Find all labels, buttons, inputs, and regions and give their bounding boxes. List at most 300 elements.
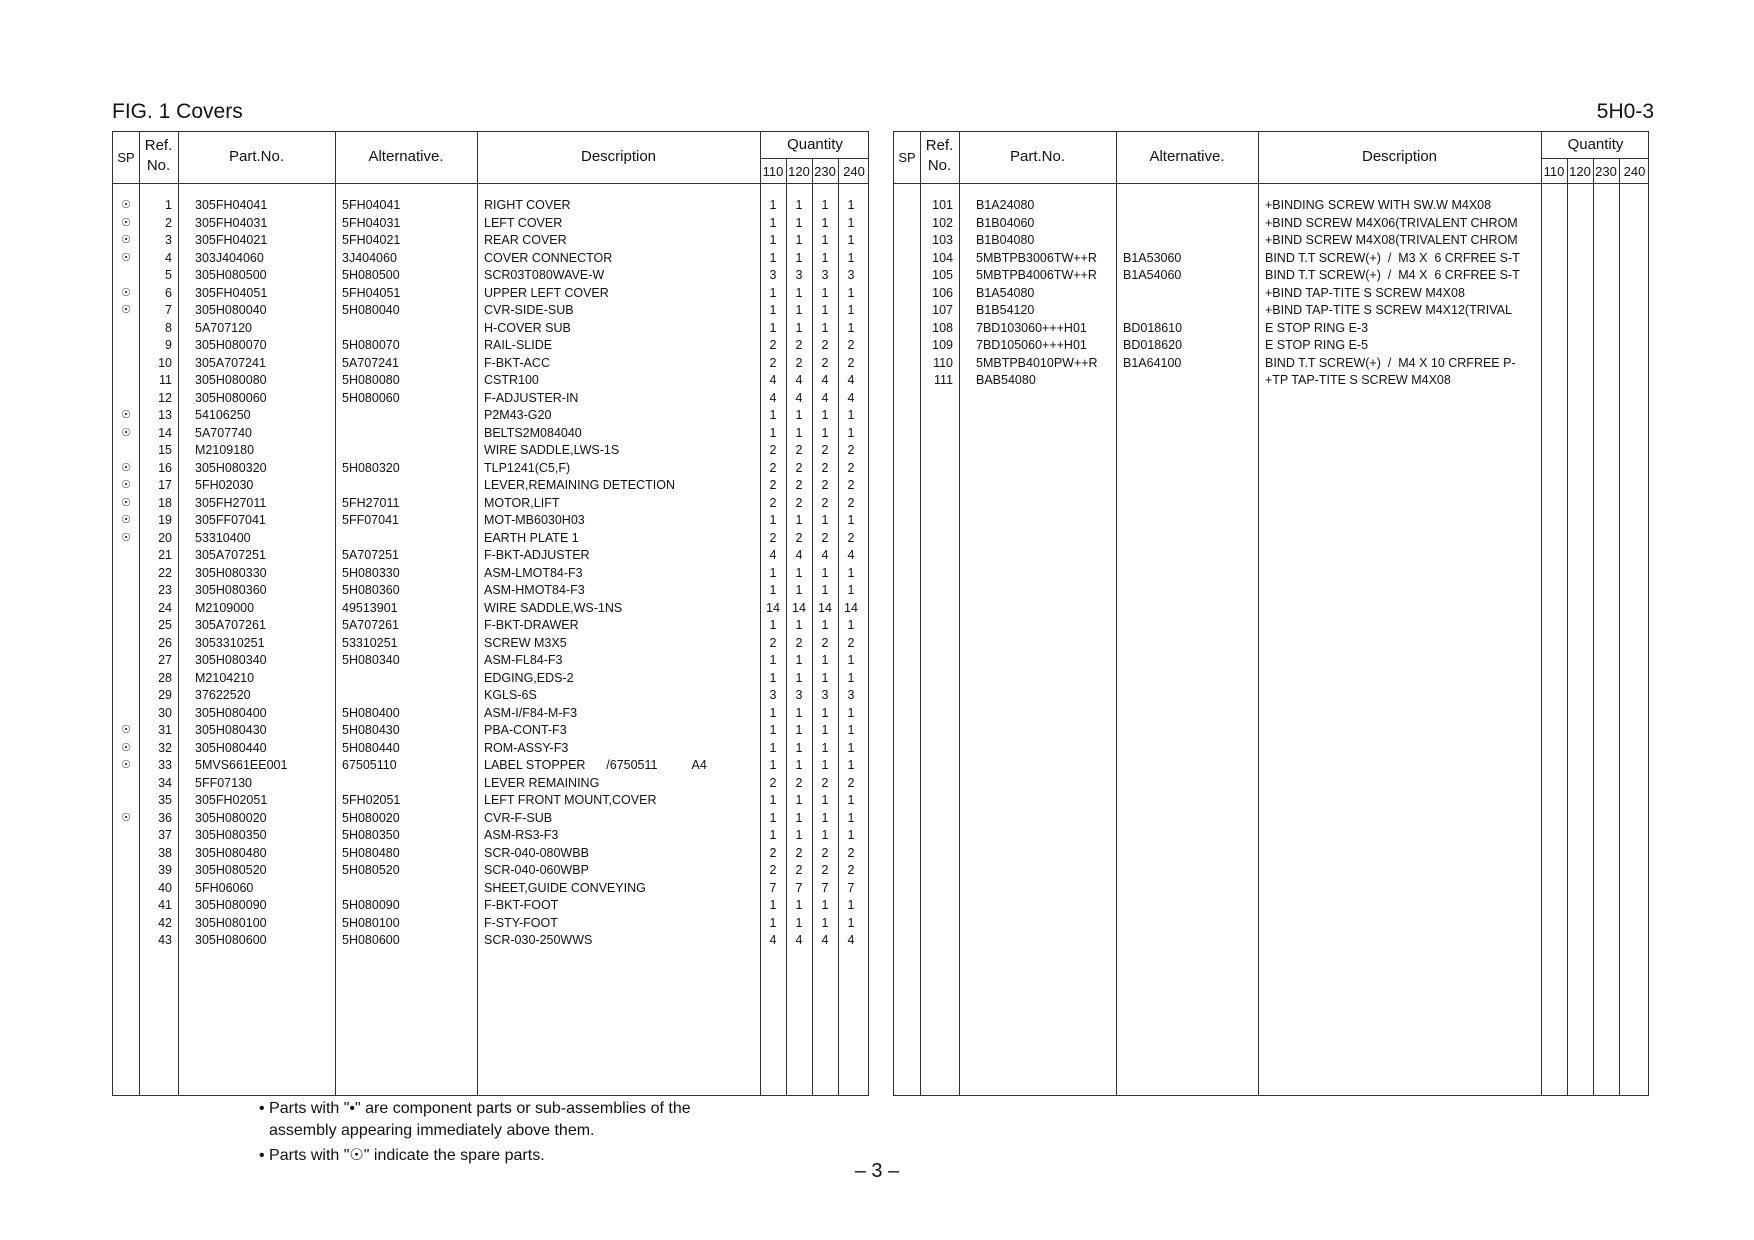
part-number: 37622520 — [195, 688, 251, 702]
description: CSTR100 — [484, 373, 539, 387]
table-row — [113, 267, 868, 285]
quantity-240: 1 — [847, 320, 855, 335]
spare-part-icon: ☉ — [121, 759, 131, 771]
alternative-number: 5H080440 — [342, 740, 400, 755]
quantity-110: 1 — [769, 513, 777, 527]
table-row — [894, 337, 1648, 355]
description: PBA-CONT-F3 — [484, 723, 567, 737]
part-number: 7BD103060+++H01 — [976, 320, 1087, 335]
quantity-120: 2 — [795, 478, 803, 492]
quantity-230: 14 — [818, 600, 832, 615]
table-row — [113, 757, 868, 775]
alternative-number: B1A64100 — [1123, 355, 1182, 370]
page-code: 5H0-3 — [1596, 100, 1654, 123]
description: SHEET,GUIDE CONVEYING — [484, 880, 646, 895]
ref-number: 43 — [158, 933, 172, 947]
alternative-number: 5H080320 — [342, 460, 400, 475]
spare-part-icon: ☉ — [121, 199, 131, 211]
ref-number: 34 — [158, 775, 172, 790]
alternative-number: 5A707241 — [342, 355, 400, 370]
table-row — [113, 775, 868, 793]
alternative-number: 5H080100 — [342, 915, 400, 930]
quantity-110: 2 — [769, 530, 777, 545]
description: CVR-SIDE-SUB — [484, 303, 574, 317]
table-row — [113, 197, 868, 215]
part-number: B1A24080 — [976, 198, 1035, 212]
quantity-240: 3 — [847, 688, 855, 702]
quantity-240: 1 — [847, 758, 855, 772]
description: +BIND TAP-TITE S SCREW M4X12(TRIVAL — [1265, 303, 1512, 317]
header-q230: 230 — [1595, 164, 1617, 179]
quantity-110: 1 — [769, 303, 777, 317]
header-part-no: Part.No. — [228, 148, 285, 165]
alternative-number: 5H080080 — [342, 373, 400, 387]
table-row — [894, 372, 1648, 390]
alternative-number: 5H080060 — [342, 390, 400, 405]
part-number: 305H080040 — [195, 303, 267, 317]
quantity-120: 14 — [792, 600, 806, 615]
description: EARTH PLATE 1 — [484, 530, 579, 545]
quantity-240: 1 — [847, 408, 855, 422]
description: +BINDING SCREW WITH SW.W M4X08 — [1265, 198, 1492, 212]
part-number: B1B04080 — [976, 233, 1035, 247]
description: ASM-I/F84-M-F3 — [484, 705, 578, 720]
alternative-number: B1A54060 — [1123, 268, 1182, 282]
quantity-110: 2 — [769, 478, 777, 492]
quantity-120: 3 — [795, 688, 803, 702]
part-number: M2104210 — [195, 670, 255, 685]
ref-number: 12 — [158, 390, 172, 405]
part-number: 5MVS661EE001 — [195, 758, 288, 772]
description: SCR-030-250WWS — [484, 933, 593, 947]
quantity-230: 3 — [821, 268, 829, 282]
table-row — [894, 302, 1648, 320]
part-number: 5FH02030 — [195, 478, 254, 492]
quantity-110: 2 — [769, 460, 777, 475]
table-row — [113, 285, 868, 303]
footnote-component-line1: • Parts with "•" are component parts or sub-assemblies of the — [259, 1100, 691, 1117]
part-number: BAB54080 — [976, 373, 1036, 387]
quantity-110: 4 — [769, 373, 777, 387]
quantity-240: 2 — [847, 863, 855, 877]
description: COVER CONNECTOR — [484, 250, 613, 265]
quantity-230: 7 — [821, 880, 829, 895]
spare-part-icon: ☉ — [121, 234, 131, 246]
quantity-120: 2 — [795, 845, 803, 860]
quantity-230: 1 — [821, 250, 829, 265]
ref-number: 4 — [165, 250, 172, 265]
quantity-120: 4 — [795, 390, 803, 405]
quantity-240: 1 — [847, 670, 855, 685]
header-part-no: Part.No. — [1009, 148, 1066, 165]
spare-part-icon: ☉ — [121, 251, 131, 264]
description: ASM-HMOT84-F3 — [484, 583, 585, 597]
part-number: 305FF07041 — [195, 513, 266, 527]
quantity-230: 2 — [821, 355, 829, 370]
footnote-spare: • Parts with "☉" indicate the spare parts. — [259, 1147, 545, 1164]
spare-part-icon: ☉ — [121, 461, 131, 474]
part-number: 54106250 — [195, 408, 251, 422]
quantity-120: 1 — [795, 565, 803, 580]
alternative-number: 5H080350 — [342, 828, 400, 842]
table-row — [113, 687, 868, 705]
table-row — [113, 600, 868, 618]
ref-number: 101 — [932, 198, 953, 212]
ref-number: 27 — [158, 653, 172, 667]
ref-number: 14 — [158, 425, 172, 440]
quantity-240: 7 — [847, 880, 855, 895]
part-number: 5FH06060 — [195, 880, 254, 895]
ref-number: 105 — [932, 268, 953, 282]
quantity-230: 4 — [821, 373, 829, 387]
part-number: 305H080500 — [195, 268, 267, 282]
quantity-110: 3 — [769, 688, 777, 702]
ref-number: 2 — [165, 215, 172, 230]
ref-number: 10 — [158, 355, 172, 370]
table-row — [113, 215, 868, 233]
part-number: B1B04060 — [976, 215, 1035, 230]
quantity-230: 1 — [821, 793, 829, 807]
part-number: M2109180 — [195, 443, 255, 457]
alternative-number: 5H080500 — [342, 268, 400, 282]
quantity-230: 1 — [821, 513, 829, 527]
description: RAIL-SLIDE — [484, 338, 553, 352]
alternative-number: B1A53060 — [1123, 250, 1182, 265]
table-row — [894, 197, 1648, 215]
quantity-230: 1 — [821, 425, 829, 440]
quantity-120: 2 — [795, 355, 803, 370]
alternative-number: 5H080070 — [342, 338, 400, 352]
quantity-110: 7 — [769, 880, 777, 895]
ref-number: 16 — [158, 460, 172, 475]
quantity-240: 2 — [847, 338, 855, 352]
part-number: 7BD105060+++H01 — [976, 338, 1087, 352]
quantity-120: 1 — [795, 898, 803, 912]
parts-table-left — [112, 131, 869, 1096]
part-number: 305FH02051 — [195, 793, 268, 807]
alternative-number: BD018610 — [1123, 320, 1183, 335]
description: TLP1241(C5,F) — [484, 460, 571, 475]
quantity-110: 1 — [769, 408, 777, 422]
quantity-240: 1 — [847, 583, 855, 597]
quantity-120: 1 — [795, 653, 803, 667]
table-row — [113, 897, 868, 915]
quantity-240: 1 — [847, 828, 855, 842]
quantity-230: 2 — [821, 460, 829, 475]
alternative-number: 5H080090 — [342, 898, 400, 912]
quantity-240: 1 — [847, 810, 855, 825]
alternative-number: 5A707251 — [342, 548, 400, 562]
ref-number: 1 — [165, 198, 172, 212]
quantity-120: 1 — [795, 740, 803, 755]
quantity-230: 2 — [821, 338, 829, 352]
part-number: 305H080100 — [195, 915, 267, 930]
quantity-240: 1 — [847, 705, 855, 720]
part-number: 305FH04041 — [195, 198, 268, 212]
parts-rows-right — [894, 197, 1648, 390]
quantity-230: 1 — [821, 740, 829, 755]
part-number: 5MBTPB4010PW++R — [976, 355, 1098, 370]
ref-number: 111 — [933, 373, 953, 387]
quantity-110: 1 — [769, 565, 777, 580]
quantity-110: 2 — [769, 845, 777, 860]
table-row — [113, 705, 868, 723]
quantity-120: 2 — [795, 530, 803, 545]
alternative-number: 5FH04021 — [342, 233, 401, 247]
quantity-230: 2 — [821, 495, 829, 510]
quantity-120: 1 — [795, 828, 803, 842]
ref-number: 22 — [158, 565, 172, 580]
spare-part-icon: ☉ — [121, 426, 131, 439]
quantity-120: 1 — [795, 285, 803, 300]
quantity-240: 2 — [847, 460, 855, 475]
alternative-number: 5FH27011 — [342, 495, 400, 510]
part-number: 305H080520 — [195, 863, 267, 877]
table-row — [113, 810, 868, 828]
table-row — [113, 530, 868, 548]
quantity-110: 4 — [769, 933, 777, 947]
part-number: 305H080060 — [195, 390, 267, 405]
header-q230: 230 — [814, 164, 836, 179]
table-row — [113, 827, 868, 845]
header-quantity: Quantity — [787, 136, 843, 153]
quantity-240: 1 — [847, 618, 855, 632]
part-number: 5A707120 — [195, 320, 253, 335]
table-row — [113, 302, 868, 320]
description: WIRE SADDLE,LWS-1S — [484, 443, 620, 457]
spare-part-icon: ☉ — [121, 304, 131, 316]
quantity-240: 1 — [847, 285, 855, 300]
ref-number: 106 — [932, 285, 953, 300]
table-row — [113, 740, 868, 758]
quantity-120: 1 — [795, 723, 803, 737]
table-row — [113, 635, 868, 653]
part-number: M2109000 — [195, 600, 255, 615]
ref-number: 36 — [158, 810, 172, 825]
quantity-230: 1 — [821, 285, 829, 300]
ref-number: 9 — [165, 338, 172, 352]
description: SCR-040-080WBB — [484, 845, 589, 860]
quantity-240: 4 — [847, 548, 855, 562]
quantity-240: 2 — [847, 495, 855, 510]
table-row — [113, 460, 868, 478]
table-row — [113, 390, 868, 408]
table-row — [894, 215, 1648, 233]
quantity-110: 1 — [769, 898, 777, 912]
table-row — [113, 337, 868, 355]
quantity-240: 14 — [844, 600, 858, 615]
table-row — [113, 582, 868, 600]
ref-number: 38 — [158, 845, 172, 860]
quantity-240: 2 — [847, 443, 855, 457]
table-row — [113, 845, 868, 863]
quantity-240: 1 — [847, 250, 855, 265]
table-row — [894, 232, 1648, 250]
quantity-110: 4 — [769, 390, 777, 405]
description: P2M43-G20 — [484, 408, 552, 422]
part-number: 305H080340 — [195, 653, 267, 667]
part-number: 305H080600 — [195, 933, 267, 947]
quantity-120: 2 — [795, 443, 803, 457]
quantity-110: 3 — [769, 268, 777, 282]
ref-number: 15 — [158, 443, 172, 457]
description: SCR03T080WAVE-W — [484, 268, 605, 282]
quantity-240: 2 — [847, 635, 855, 650]
header-q120: 120 — [1569, 164, 1591, 179]
quantity-120: 2 — [795, 635, 803, 650]
description: BIND T.T SCREW(+) / M3 X 6 CRFREE S-T — [1265, 250, 1520, 265]
spare-part-icon: ☉ — [121, 216, 131, 229]
table-row — [113, 320, 868, 338]
parts-table-right — [893, 131, 1649, 1096]
alternative-number: 5H080430 — [342, 723, 400, 737]
alternative-number: 5FH02051 — [342, 793, 401, 807]
part-number: 305H080400 — [195, 705, 267, 720]
description: E STOP RING E-3 — [1265, 320, 1369, 335]
page-number: – 3 – — [854, 1160, 900, 1182]
table-row — [113, 372, 868, 390]
description: LEFT FRONT MOUNT,COVER — [484, 793, 657, 807]
ref-number: 41 — [158, 898, 172, 912]
description: MOT-MB6030H03 — [484, 513, 585, 527]
part-number: 305H080090 — [195, 898, 267, 912]
quantity-230: 1 — [821, 670, 829, 685]
description: REAR COVER — [484, 233, 567, 247]
quantity-230: 3 — [821, 688, 829, 702]
part-number: 303J404060 — [195, 250, 264, 265]
part-number: B1A54080 — [976, 285, 1035, 300]
quantity-120: 4 — [795, 373, 803, 387]
spare-part-icon: ☉ — [121, 811, 131, 824]
quantity-120: 2 — [795, 338, 803, 352]
table-row — [113, 880, 868, 898]
figure-title: FIG. 1 Covers — [112, 100, 243, 123]
quantity-110: 1 — [769, 915, 777, 930]
alternative-number: 5A707261 — [342, 618, 400, 632]
quantity-230: 1 — [821, 320, 829, 335]
quantity-230: 1 — [821, 233, 829, 247]
description: +BIND TAP-TITE S SCREW M4X08 — [1265, 285, 1465, 300]
ref-number: 33 — [158, 758, 172, 772]
ref-number: 5 — [165, 268, 172, 282]
quantity-120: 1 — [795, 793, 803, 807]
header-description: Description — [580, 148, 657, 165]
quantity-110: 1 — [769, 670, 777, 685]
quantity-230: 2 — [821, 635, 829, 650]
quantity-110: 1 — [769, 250, 777, 265]
ref-number: 40 — [158, 880, 172, 895]
quantity-110: 1 — [769, 583, 777, 597]
quantity-240: 4 — [847, 933, 855, 947]
quantity-110: 2 — [769, 775, 777, 790]
quantity-120: 4 — [795, 548, 803, 562]
quantity-120: 3 — [795, 268, 803, 282]
quantity-120: 1 — [795, 303, 803, 317]
alternative-number: 5H080020 — [342, 810, 400, 825]
quantity-230: 1 — [821, 198, 829, 212]
table-row — [113, 565, 868, 583]
description: F-ADJUSTER-IN — [484, 390, 579, 405]
description: ROM-ASSY-F3 — [484, 740, 569, 755]
part-number: 5MBTPB3006TW++R — [976, 250, 1097, 265]
table-row — [894, 355, 1648, 373]
ref-number: 39 — [158, 863, 172, 877]
ref-number: 19 — [158, 513, 172, 527]
ref-number: 30 — [158, 705, 172, 720]
part-number: 305FH27011 — [195, 495, 267, 510]
table-row — [113, 915, 868, 933]
quantity-110: 1 — [769, 320, 777, 335]
table-row — [113, 670, 868, 688]
header-sp: SP — [898, 150, 916, 165]
spare-part-icon: ☉ — [121, 741, 131, 754]
quantity-230: 1 — [821, 618, 829, 632]
description: SCREW M3X5 — [484, 635, 567, 650]
quantity-120: 1 — [795, 250, 803, 265]
description: RIGHT COVER — [484, 198, 571, 212]
table-row — [113, 547, 868, 565]
part-number: 305H080080 — [195, 373, 267, 387]
header-q120: 120 — [788, 164, 810, 179]
ref-number: 7 — [165, 303, 172, 317]
quantity-120: 2 — [795, 775, 803, 790]
quantity-120: 1 — [795, 670, 803, 685]
quantity-230: 1 — [821, 215, 829, 230]
alternative-number: 49513901 — [342, 600, 398, 615]
description: E STOP RING E-5 — [1265, 338, 1369, 352]
alternative-number: 5H080340 — [342, 653, 400, 667]
description: LEVER,REMAINING DETECTION — [484, 478, 675, 492]
parts-rows-left — [113, 197, 868, 950]
ref-number: 108 — [932, 320, 953, 335]
quantity-230: 1 — [821, 653, 829, 667]
ref-number: 37 — [158, 828, 172, 842]
ref-number: 6 — [165, 285, 172, 300]
quantity-240: 3 — [847, 268, 855, 282]
part-number: 305H080480 — [195, 845, 267, 860]
quantity-240: 2 — [847, 845, 855, 860]
quantity-240: 1 — [847, 215, 855, 230]
spare-part-icon: ☉ — [121, 514, 131, 526]
quantity-240: 1 — [847, 740, 855, 755]
part-number: 305H080430 — [195, 723, 267, 737]
description: F-STY-FOOT — [484, 915, 558, 930]
description: MOTOR,LIFT — [484, 495, 560, 510]
part-number: 5A707740 — [195, 425, 253, 440]
quantity-110: 2 — [769, 863, 777, 877]
quantity-110: 1 — [769, 723, 777, 737]
quantity-110: 1 — [769, 828, 777, 842]
quantity-240: 1 — [847, 653, 855, 667]
ref-number: 18 — [158, 495, 172, 510]
alternative-number: 5FH04041 — [342, 198, 401, 212]
table-row — [113, 355, 868, 373]
table-row — [113, 652, 868, 670]
ref-number: 24 — [158, 600, 172, 615]
quantity-240: 1 — [847, 565, 855, 580]
table-row — [894, 320, 1648, 338]
quantity-240: 1 — [847, 303, 855, 317]
quantity-240: 2 — [847, 775, 855, 790]
ref-number: 8 — [165, 320, 172, 335]
alternative-number: 5H080040 — [342, 303, 400, 317]
quantity-230: 1 — [821, 303, 829, 317]
quantity-120: 1 — [795, 408, 803, 422]
ref-number: 17 — [158, 478, 172, 492]
ref-number: 35 — [158, 793, 172, 807]
quantity-240: 4 — [847, 390, 855, 405]
description: BELTS2M084040 — [484, 425, 582, 440]
